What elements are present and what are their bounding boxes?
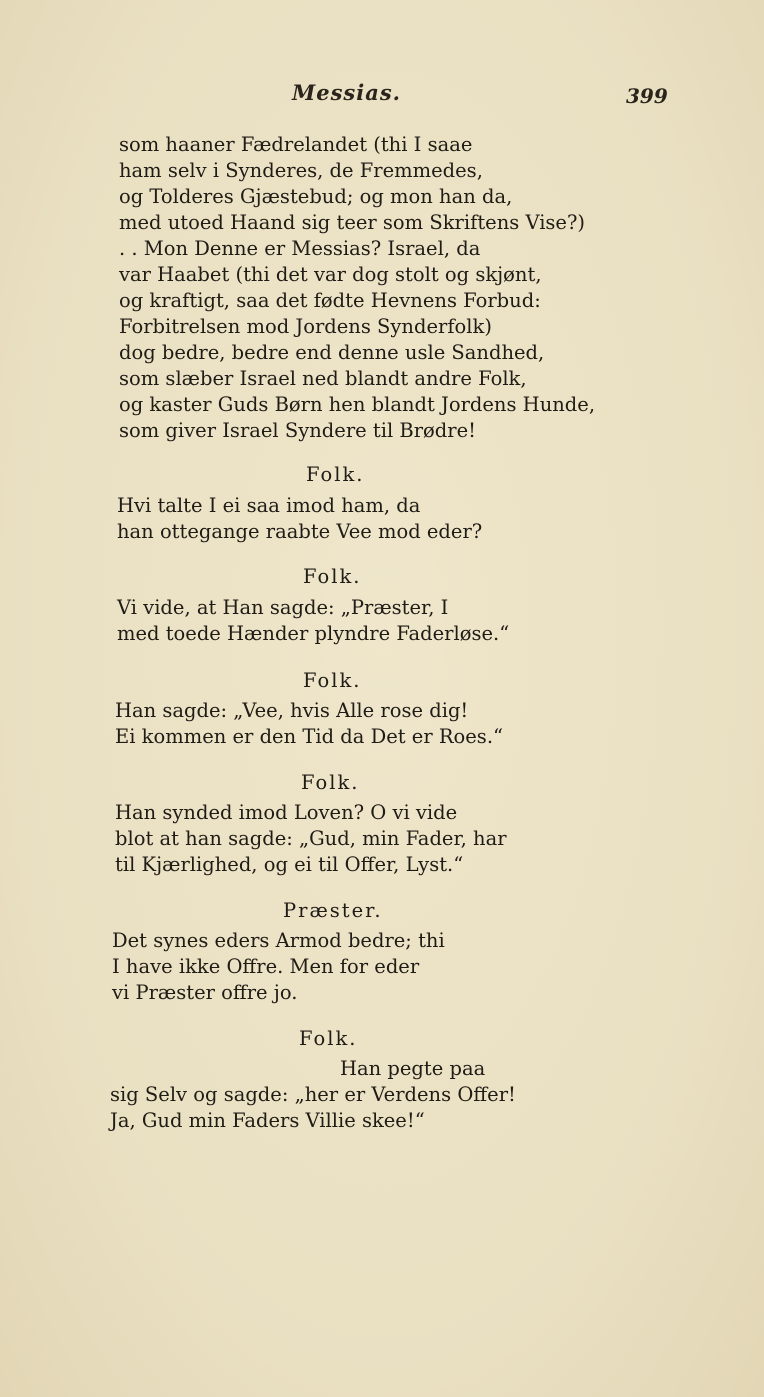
verse-line: og Tolderes Gjæstebud; og mon han da,: [119, 185, 513, 208]
verse-line: som giver Israel Syndere til Brødre!: [119, 419, 476, 442]
running-header-title: Messias.: [292, 80, 401, 105]
speaker-label: Præster.: [283, 899, 383, 922]
speaker-label: Folk.: [306, 463, 365, 486]
verse-line: Forbitrelsen mod Jordens Synderfolk): [119, 315, 492, 338]
verse-line: som haaner Fædrelandet (thi I saae: [119, 133, 473, 156]
verse-line: Ei kommen er den Tid da Det er Roes.“: [115, 725, 503, 748]
verse-line: . . Mon Denne er Messias? Israel, da: [119, 237, 481, 260]
verse-line: med toede Hænder plyndre Faderløse.“: [117, 622, 510, 645]
verse-line: blot at han sagde: „Gud, min Fader, har: [115, 827, 507, 850]
verse-line: vi Præster offre jo.: [112, 981, 298, 1004]
verse-line: Det synes eders Armod bedre; thi: [112, 929, 445, 952]
verse-line: I have ikke Offre. Men for eder: [112, 955, 420, 978]
verse-line: og kraftigt, saa det fødte Hevnens Forbud:: [119, 289, 541, 312]
verse-line: Ja, Gud min Faders Villie skee!“: [110, 1109, 425, 1132]
verse-line: sig Selv og sagde: „her er Verdens Offer!: [110, 1083, 516, 1106]
speaker-label: Folk.: [299, 1027, 358, 1050]
speaker-label: Folk.: [301, 771, 360, 794]
page-number: 399: [626, 84, 668, 108]
verse-line-indented: Han pegte paa: [340, 1057, 486, 1080]
verse-line: med utoed Haand sig teer som Skriftens Vise?): [119, 211, 586, 234]
verse-line: Vi vide, at Han sagde: „Præster, I: [117, 596, 449, 619]
verse-line: Han synded imod Loven? O vi vide: [115, 801, 458, 824]
verse-line: til Kjærlighed, og ei til Offer, Lyst.“: [115, 853, 464, 876]
verse-line: ham selv i Synderes, de Fremmedes,: [119, 159, 483, 182]
verse-line: var Haabet (thi det var dog stolt og skjønt,: [119, 263, 542, 286]
verse-line: Hvi talte I ei saa imod ham, da: [117, 494, 421, 517]
verse-line: og kaster Guds Børn hen blandt Jordens Hunde,: [119, 393, 596, 416]
speaker-label: Folk.: [303, 669, 362, 692]
verse-line: som slæber Israel ned blandt andre Folk,: [119, 367, 527, 390]
verse-line: Han sagde: „Vee, hvis Alle rose dig!: [115, 699, 469, 722]
speaker-label: Folk.: [303, 565, 362, 588]
verse-line: han ottegange raabte Vee mod eder?: [117, 520, 483, 543]
verse-line: dog bedre, bedre end denne usle Sandhed,: [119, 341, 545, 364]
